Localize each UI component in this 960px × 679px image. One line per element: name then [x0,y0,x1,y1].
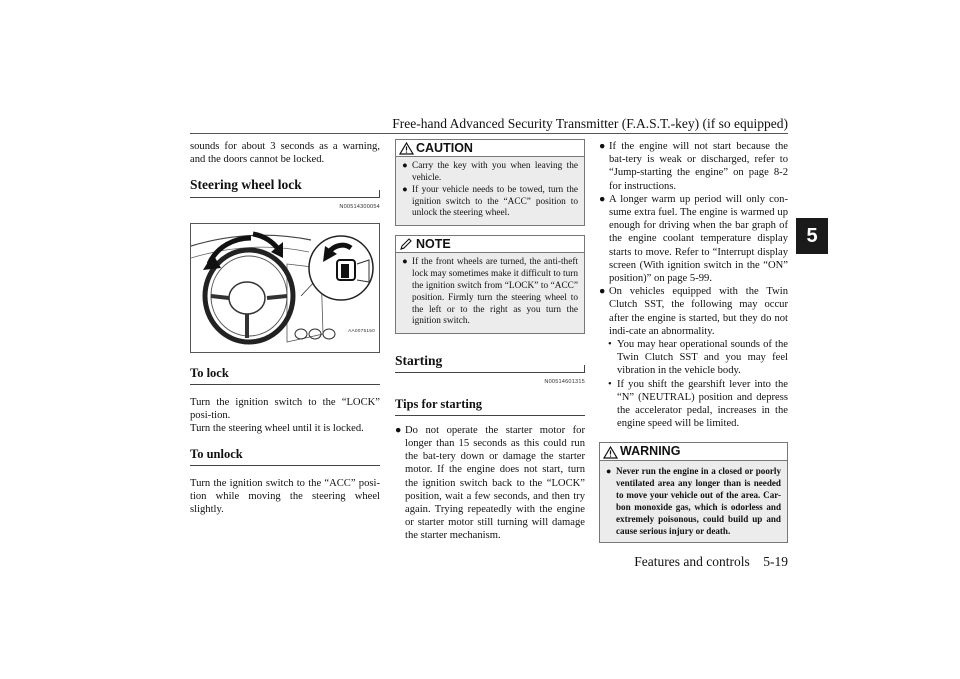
intro-text: sounds for about 3 seconds as a warning, and the doors cannot be locked. [190,141,380,166]
warning-triangle-icon [399,142,414,155]
note-item: ● If the front wheels are turned, the anti-theft lock may sometimes make it difficult to turn the ignition switch from “LOCK” to “ACC” position. Firmly turn the steering wheel to the left or to the right as you turn the ignition switch. [402,257,578,327]
warning-item: ● Never run the engine in a closed or poorly ventilated area any longer than is needed to move your vehicle out of the area. Car-bon monoxide gas, which is odorless and extremely poisonous, could build up and cause serious injury or death. [606,465,781,536]
caution-header [396,140,584,157]
sub-list-item: • If you shift the gearshift lever into the “N” (NEUTRAL) position and depress the accelerator pedal, increases in the engine speed will be limited. [608,378,788,430]
page-footer: Features and controls 5-19 [634,554,788,569]
list-item: ● A longer warm up period will only con-sume extra fuel. The engine is warmed up enough for driving when the bar graph of the engine coolant temperature display starts to move. Refer to “Interrupt display screen (With ignition switch in the “ON” position)” on page 5-99. [599,193,788,285]
caution-box [395,139,585,226]
list-item: ● If the engine will not start because the bat-tery is weak or discharged, refer to “Jump-starting the engine” on page 8-2 for instructions. [599,141,788,192]
note-box [395,235,585,334]
warning-triangle-icon [603,446,618,459]
column-left [190,140,380,516]
to-lock-heading: To lock [190,367,380,385]
steering-lock-heading: Steering wheel lock [190,178,380,197]
note-header [396,236,584,253]
caution-item: ● Carry the key with you when leaving the vehicle. [402,161,578,183]
note-title: NOTE [416,237,451,252]
starting-heading: Starting [395,354,585,373]
pencil-icon [399,238,414,251]
to-lock-text-1: Turn the ignition switch to the “LOCK” posi-tion. [190,397,380,422]
caution-item: ● If your vehicle needs to be towed, turn the ignition switch to the “ACC” position to unlock the steering wheel. [402,184,578,219]
bullet-icon: ● [402,184,408,195]
bullet-icon: ● [599,193,606,205]
header-rule [190,133,788,134]
sub-list-item: • You may hear operational sounds of the Twin Clutch SST and you may feel vibration in the vehicle body. [608,339,788,377]
chapter-tab: 5 [796,218,828,254]
column-middle [395,139,585,543]
column-right [599,140,788,543]
bullet-icon: ● [606,465,612,476]
starting-code: N00514601315 [544,379,585,386]
steering-lock-illustration [190,223,380,353]
bullet-icon: ● [599,141,606,152]
to-unlock-heading: To unlock [190,448,380,466]
bullet-icon: ● [402,257,408,268]
steering-lock-code: N00514300054 [339,203,380,210]
bullet-icon: ● [395,424,402,436]
note-body [396,253,584,333]
warning-title: WARNING [620,444,681,459]
warning-box [599,442,788,542]
to-unlock-text: Turn the ignition switch to the “ACC” posi-tion while moving the steering wheel slightly. [190,477,380,516]
running-header: Free-hand Advanced Security Transmitter (F.A.S.T.-key) (if so equipped) [392,116,788,131]
caution-body [396,157,584,225]
tips-item: ● Do not operate the starter motor for longer than 15 seconds as this could run the bat-tery down or damage the starter motor. If the engine does not start, turn the ignition switch back to the “LOCK” position, wait a few seconds, and then try again. Trying repeatedly with the engine or starter motor still turning will damage the starter mechanism. [395,424,585,542]
warning-header [600,443,787,460]
list-item: ● On vehicles equipped with the Twin Clutch SST, the following may occur after the engine is started, but they do not indi-cate an abnormality. [599,286,788,337]
figure-code: AA0075150 [348,328,375,334]
bullet-icon: ● [599,286,606,298]
tips-heading: Tips for starting [395,398,585,416]
to-lock-text-2: Turn the steering wheel until it is locked. [190,423,364,435]
bullet-icon: ● [402,161,408,172]
warning-body [600,461,787,542]
caution-title: CAUTION [416,141,473,155]
